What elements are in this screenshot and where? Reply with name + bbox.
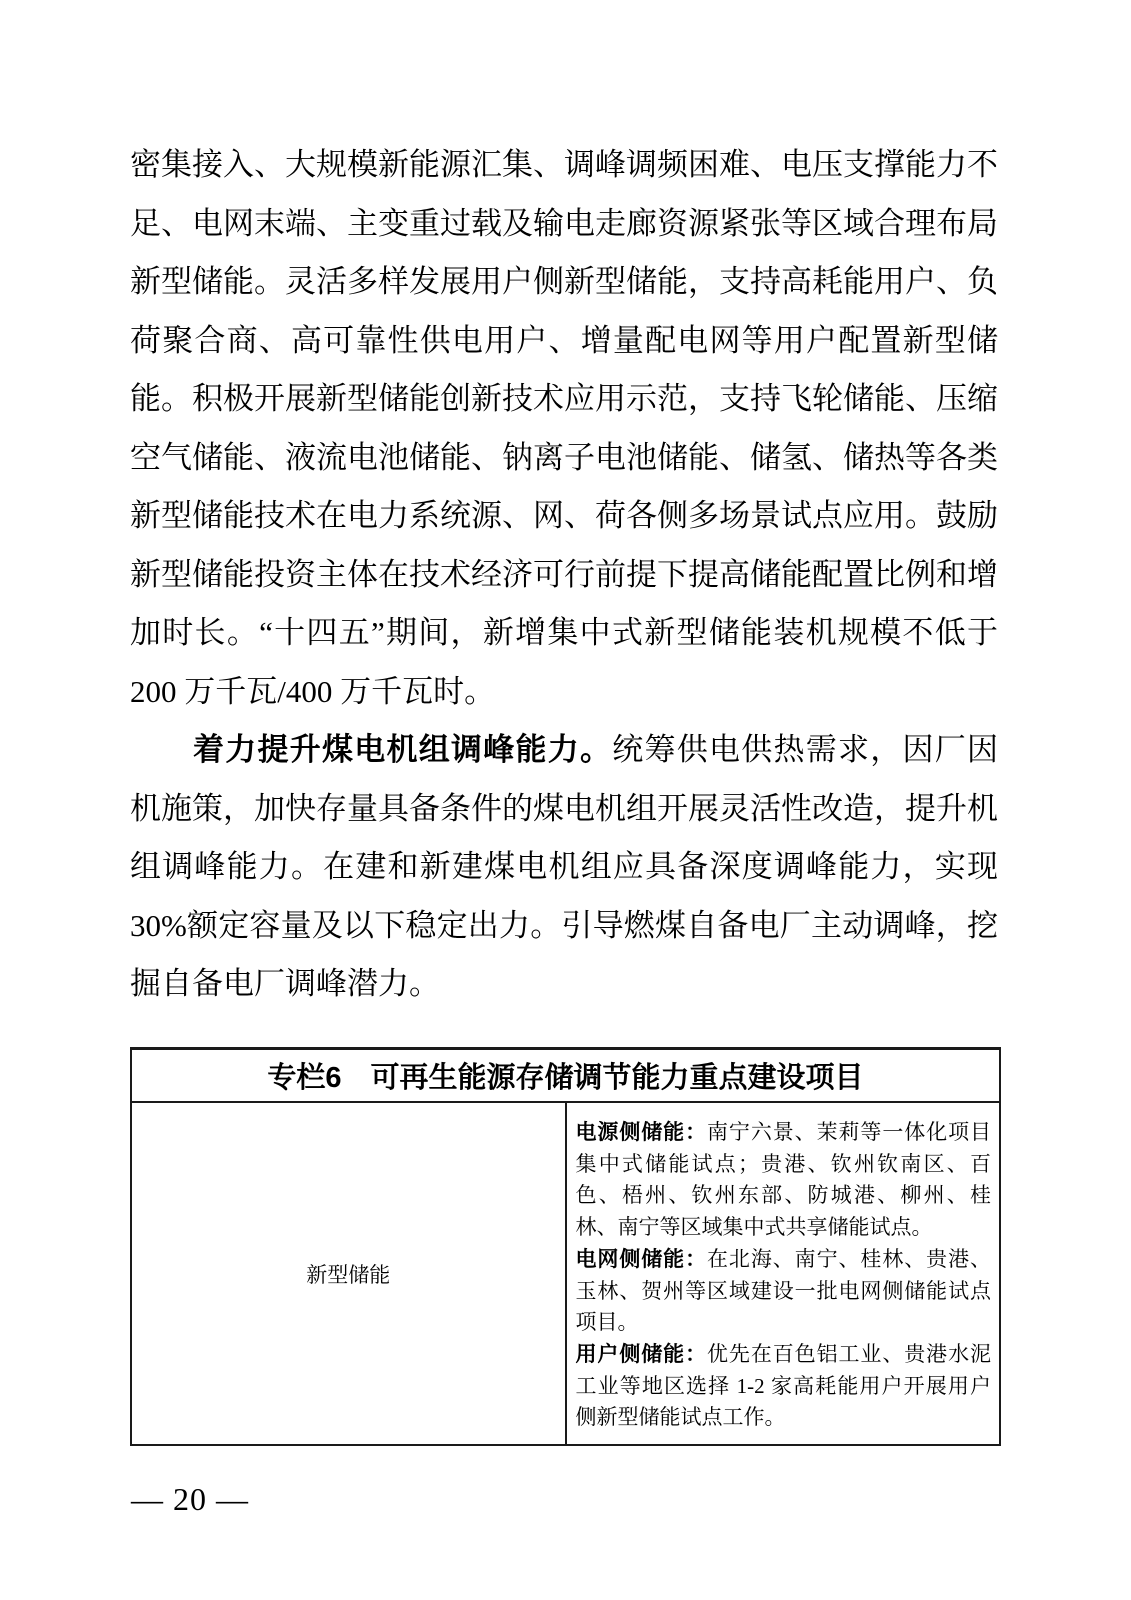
paragraph-text: 统筹供电供热需求，因厂因机施策，加快存量具备条件的煤电机组开展灵活性改造，提升机组调峰能力。在建和新建煤电机组应具备深度调峰能力，实现 30%额定容量及以下稳定出力。引导燃煤自备电厂主动调峰，挖掘自备电厂调峰潜力。 bbox=[130, 732, 998, 1001]
box-item-text: 优先在百色铝工业、贵港水泥工业等地区选择 1-2 家高耗能用户开展用户侧新型储能试点工作。 bbox=[575, 1341, 991, 1430]
box-item-grid-side bbox=[576, 1244, 992, 1339]
box-item-text: 南宁六景、茉莉等一体化项目集中式储能试点；贵港、钦州钦南区、百色、梧州、钦州东部、防城港、柳州、桂林、南宁等区域集中式共享储能试点。 bbox=[575, 1120, 991, 1240]
box-item-lead: 用户侧储能： bbox=[575, 1342, 707, 1366]
paragraph-bold-lead: 着力提升煤电机组调峰能力。 bbox=[193, 732, 613, 767]
paragraph-coal-peak-regulation bbox=[130, 721, 998, 1014]
box-item-lead: 电源侧储能： bbox=[575, 1121, 707, 1144]
pillar-box-table bbox=[130, 1047, 1001, 1446]
table-row bbox=[131, 1102, 1000, 1445]
box-item-power-side bbox=[576, 1117, 992, 1244]
body-text-block bbox=[130, 136, 998, 1014]
row-content-cell bbox=[566, 1102, 1001, 1445]
box-item-lead: 电网侧储能： bbox=[575, 1247, 707, 1271]
paragraph-storage-layout bbox=[130, 136, 998, 721]
page-number: — 20 — bbox=[131, 1481, 249, 1517]
row-label-cell: 新型储能 bbox=[131, 1102, 566, 1445]
pillar-box-header-row bbox=[131, 1049, 1000, 1103]
box-item-user-side bbox=[576, 1339, 992, 1434]
paragraph-text: 密集接入、大规模新能源汇集、调峰调频困难、电压支撑能力不足、电网末端、主变重过载及输电走廊资源紧张等区域合理布局新型储能。灵活多样发展用户侧新型储能，支持高耗能用户、负荷聚合商、高可靠性供电用户、增量配电网等用户配置新型储能。积极开展新型储能创新技术应用示范，支持飞轮储能、压缩空气储能、液流电池储能、钠离子电池储能、储氢、储热等各类新型储能技术在电力系统源、网、荷各侧多场景试点应用。鼓励新型储能投资主体在技术经济可行前提下提高储能配置比例和增加时长。“十四五”期间，新增集中式新型储能装机规模不低于 200 万千瓦/400 万千瓦时。 bbox=[130, 147, 998, 709]
pillar-box-title: 专栏6 可再生能源存储调节能力重点建设项目 bbox=[131, 1049, 1000, 1103]
box-item-text: 在北海、南宁、桂林、贵港、玉林、贺州等区域建设一批电网侧储能试点项目。 bbox=[575, 1246, 991, 1335]
